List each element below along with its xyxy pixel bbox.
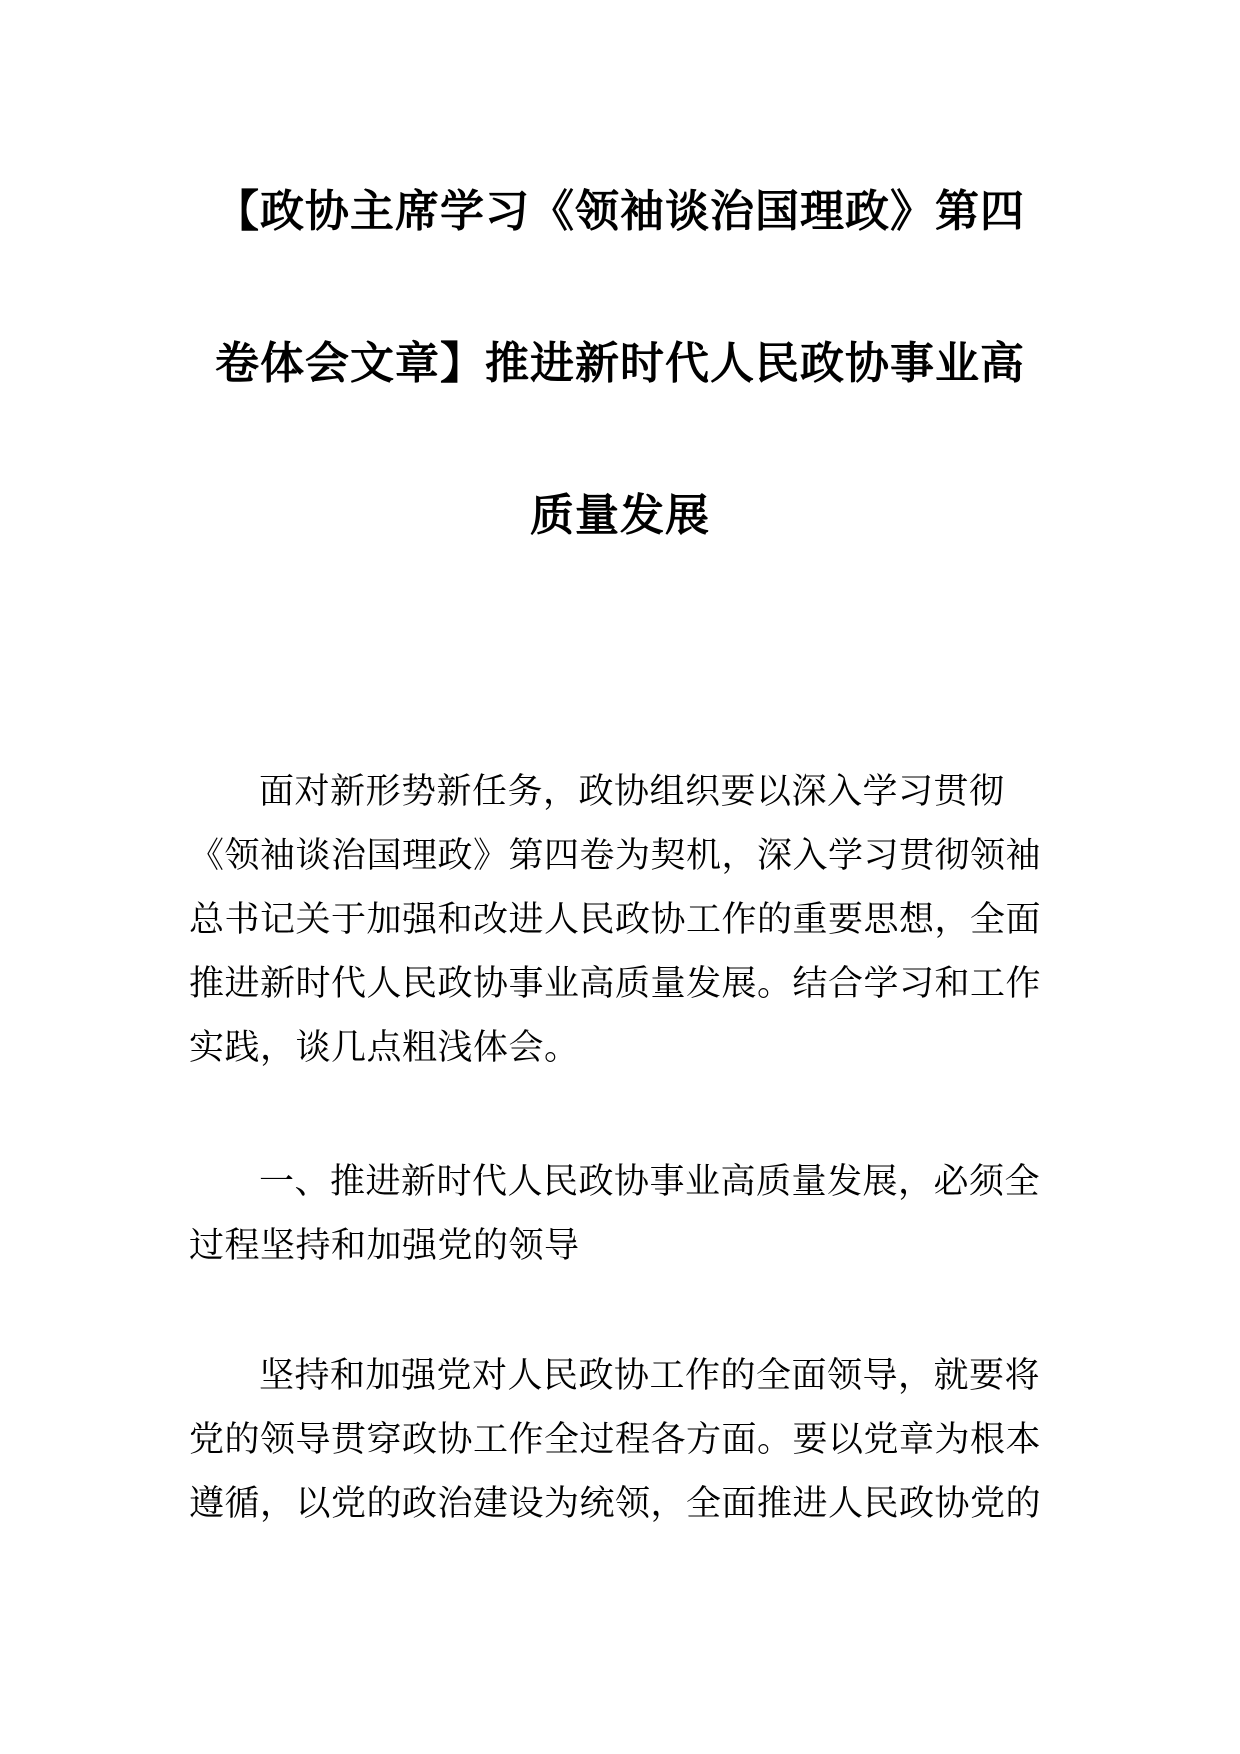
paragraph-line: 实践，谈几点粗浅体会。	[189, 1028, 580, 1068]
body-paragraph	[189, 1344, 1051, 1536]
title-line: 质量发展	[530, 490, 710, 541]
heading-line: 过程坚持和加强党的领导	[189, 1226, 580, 1266]
section-heading	[189, 1150, 1051, 1278]
heading-line: 一、推进新时代人民政协事业高质量发展，必须全	[259, 1162, 1041, 1202]
paragraph-line: 推进新时代人民政协事业高质量发展。结合学习和工作	[189, 964, 1042, 1004]
paragraph-line: 面对新形势新任务，政协组织要以深入学习贯彻	[259, 772, 1005, 812]
paragraph-line: 总书记关于加强和改进人民政协工作的重要思想，全面	[189, 900, 1042, 940]
title-line: 卷体会文章】推进新时代人民政协事业高	[215, 338, 1025, 389]
paragraph-line: 党的领导贯穿政协工作全过程各方面。要以党章为根本	[189, 1420, 1042, 1460]
intro-paragraph	[189, 760, 1051, 1080]
paragraph-line: 坚持和加强党对人民政协工作的全面领导，就要将	[259, 1356, 1041, 1396]
title-line: 【政协主席学习《领袖谈治国理政》第四	[215, 186, 1025, 237]
paragraph-line: 《领袖谈治国理政》第四卷为契机，深入学习贯彻领袖	[189, 836, 1042, 876]
paragraph-line: 遵循，以党的政治建设为统领，全面推进人民政协党的	[189, 1484, 1042, 1524]
document-title	[190, 182, 1050, 638]
